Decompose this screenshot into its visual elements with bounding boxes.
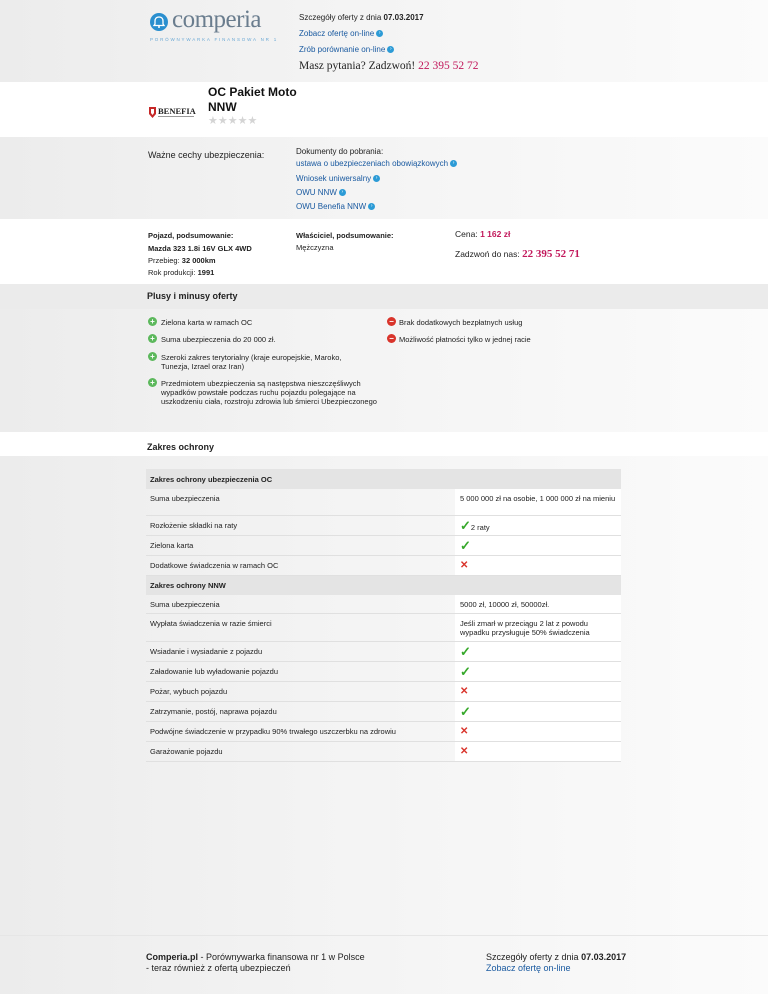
row-value — [455, 742, 621, 761]
row-label: Pożar, wybuch pojazdu — [150, 687, 228, 696]
arrow-right-icon: › — [373, 175, 380, 182]
doc-link-label[interactable]: OWU Benefia NNW — [296, 202, 367, 211]
oc-section-header: Zakres ochrony ubezpieczenia OC — [146, 469, 621, 489]
benefia-logo — [148, 103, 196, 125]
arrow-right-icon: › — [339, 189, 346, 196]
call-phone[interactable]: 22 395 52 71 — [522, 248, 580, 260]
page-footer — [0, 935, 768, 994]
footer-offer-date: 07.03.2017 — [581, 952, 627, 962]
check-icon: ✓ — [460, 538, 471, 553]
doc-link-owu-nnw[interactable] — [296, 188, 346, 197]
table-row — [146, 614, 621, 642]
comperia-logo-text[interactable]: comperia — [172, 6, 262, 33]
row-label: Załadowanie lub wyładowanie pojazdu — [150, 667, 279, 676]
row-value-text: 2 raty — [470, 523, 490, 532]
footer-see-offer-link[interactable]: Zobacz ofertę on-line — [486, 963, 571, 973]
table-row — [146, 682, 621, 702]
arrow-right-icon: › — [387, 46, 394, 53]
con-item: Możliwość płatności tylko w jednej racie — [399, 335, 531, 344]
row-label: Suma ubezpieczenia — [150, 600, 220, 609]
features-section — [0, 137, 768, 219]
doc-link-owu-benefia[interactable] — [296, 202, 375, 211]
page-header — [0, 0, 768, 82]
footer-offer-info — [486, 952, 626, 974]
table-row — [146, 536, 621, 556]
footer-tagline — [146, 952, 365, 974]
pro-item: Szeroki zakres terytorialny (kraje europejskie, Maroko, Tunezja, Izrael oraz Iran) — [161, 353, 342, 371]
doc-link-law[interactable] — [296, 159, 457, 168]
cross-icon: ✕ — [460, 686, 469, 697]
call-us — [455, 248, 580, 260]
pros-cons-body — [0, 309, 768, 432]
row-value: 5 000 000 zł na osobie, 1 000 000 zł na mieniu — [455, 489, 621, 515]
check-icon: ✓ — [460, 644, 471, 659]
price — [455, 229, 510, 239]
header-phone[interactable]: 22 395 52 72 — [418, 60, 479, 72]
footer-brand[interactable]: Comperia.pl — [146, 952, 199, 962]
plus-icon: + — [148, 352, 157, 361]
row-value: Jeśli zmarł w przeciągu 2 lat z powodu wypadku przysługuje 50% świadczenia — [455, 614, 621, 641]
pros-cons-header — [0, 284, 768, 309]
row-value — [455, 662, 621, 681]
arrow-right-icon: › — [450, 160, 457, 167]
compare-link-label[interactable]: Zrób porównanie on-line — [299, 45, 386, 54]
mileage-value: 32 000km — [181, 256, 216, 265]
product-title-line1: OC Pakiet Moto — [208, 85, 297, 99]
price-value: 1 162 zł — [480, 229, 511, 239]
check-icon: ✓ — [460, 704, 471, 719]
table-row — [146, 702, 621, 722]
arrow-right-icon: › — [368, 203, 375, 210]
year-value: 1991 — [197, 268, 215, 277]
pro-item: Przedmiotem ubezpieczenia są następstwa nieszczęśliwych wypadków powstałe podczas ruchu pojazdu polegające na uszkodzeniu ciała, rozstroju zdrowia lub śmierci Ubezpieczonego — [161, 379, 377, 406]
pro-item: Zielona karta w ramach OC — [161, 318, 253, 327]
row-label: Zatrzymanie, postój, naprawa pojazdu — [150, 707, 277, 716]
benefia-logo-text: BENEFIA — [158, 106, 196, 116]
table-row — [146, 662, 621, 682]
owner-gender: Mężczyzna — [296, 243, 334, 252]
coverage-table — [146, 469, 621, 762]
row-label: Suma ubezpieczenia — [150, 494, 220, 503]
plus-icon: + — [148, 378, 157, 387]
product-title-line2: NNW — [208, 100, 237, 114]
cross-icon: ✕ — [460, 726, 469, 737]
check-icon: ✓ — [460, 664, 471, 679]
offer-date-line — [299, 13, 424, 22]
doc-link-application[interactable] — [296, 174, 380, 183]
summary-section — [0, 219, 768, 284]
plus-icon: + — [148, 317, 157, 326]
row-value — [455, 702, 621, 721]
compare-online-link[interactable] — [299, 45, 394, 54]
product-title — [208, 85, 297, 115]
pro-item: Suma ubezpieczenia do 20 000 zł. — [161, 335, 276, 344]
logo-tagline: PORÓWNYWARKA FINANSOWA NR 1 — [150, 37, 279, 42]
table-row — [146, 556, 621, 576]
see-offer-online-link[interactable] — [299, 29, 383, 38]
nnw-section-header: Zakres ochrony NNW — [146, 576, 621, 595]
row-value — [455, 722, 621, 741]
cross-icon: ✕ — [460, 560, 469, 571]
row-value — [455, 556, 621, 575]
row-label: Wypłata świadczenia w razie śmierci — [150, 619, 272, 628]
row-label: Rozłożenie składki na raty — [150, 521, 238, 530]
table-row — [146, 595, 621, 614]
contact-line — [299, 60, 478, 72]
table-row — [146, 516, 621, 536]
row-label: Dodatkowe świadczenia w ramach OC — [150, 561, 279, 570]
see-offer-link-label[interactable]: Zobacz ofertę on-line — [299, 29, 375, 38]
rating-stars: ★★★★★ — [208, 115, 258, 127]
coverage-title: Zakres ochrony — [147, 442, 215, 452]
offer-date-prefix: Szczegóły oferty z dnia — [299, 13, 382, 22]
coverage-area — [0, 456, 768, 936]
footer-line2: - teraz również z ofertą ubezpieczeń — [146, 963, 291, 973]
row-value — [455, 516, 621, 535]
minus-icon: − — [387, 334, 396, 343]
table-row — [146, 642, 621, 662]
row-label: Garażowanie pojazdu — [150, 747, 223, 756]
row-value — [455, 642, 621, 661]
check-icon: ✓ — [460, 518, 471, 533]
table-row — [146, 742, 621, 762]
row-value — [455, 682, 621, 701]
minus-icon: − — [387, 317, 396, 326]
docs-label: Dokumenty do pobrania: — [296, 147, 384, 156]
cross-icon: ✕ — [460, 746, 469, 757]
row-value: 5000 zł, 10000 zł, 50000zł. — [455, 595, 621, 613]
vehicle-model: Mazda 323 1.8i 16V GLX 4WD — [148, 244, 252, 253]
row-value — [455, 536, 621, 555]
table-row — [146, 722, 621, 742]
owner-summary-label: Właściciel, podsumowanie: — [296, 231, 394, 240]
footer-tagline-rest: - Porównywarka finansowa nr 1 w Polsce — [198, 952, 365, 962]
offer-date: 07.03.2017 — [383, 13, 424, 22]
footer-date-prefix: Szczegóły oferty z dnia — [486, 952, 579, 962]
doc-link-label[interactable]: OWU NNW — [296, 188, 337, 197]
table-row — [146, 489, 621, 516]
pros-cons-title: Plusy i minusy oferty — [147, 291, 238, 301]
doc-link-label[interactable]: Wniosek uniwersalny — [296, 174, 372, 183]
production-year — [148, 268, 214, 277]
row-label: Podwójne świadczenie w przypadku 90% trwałego uszczerbku na zdrowiu — [150, 727, 396, 736]
mileage-label: Przebieg: — [148, 256, 180, 265]
plus-icon: + — [148, 334, 157, 343]
mileage — [148, 256, 216, 265]
doc-link-label[interactable]: ustawa o ubezpieczeniach obowiązkowych — [296, 159, 449, 168]
row-label: Zielona karta — [150, 541, 194, 550]
price-label: Cena: — [455, 229, 478, 239]
row-label: Wsiadanie i wysiadanie z pojazdu — [150, 647, 263, 656]
question-text: Masz pytania? Zadzwoń! — [299, 60, 416, 72]
vehicle-summary-label: Pojazd, podsumowanie: — [148, 231, 234, 240]
coverage-header — [0, 432, 768, 456]
features-label: Ważne cechy ubezpieczenia: — [148, 150, 265, 160]
comperia-logo-icon — [150, 13, 168, 31]
year-label: Rok produkcji: — [148, 268, 196, 277]
arrow-right-icon: › — [376, 30, 383, 37]
con-item: Brak dodatkowych bezpłatnych usług — [399, 318, 523, 327]
call-label: Zadzwoń do nas: — [455, 249, 520, 259]
